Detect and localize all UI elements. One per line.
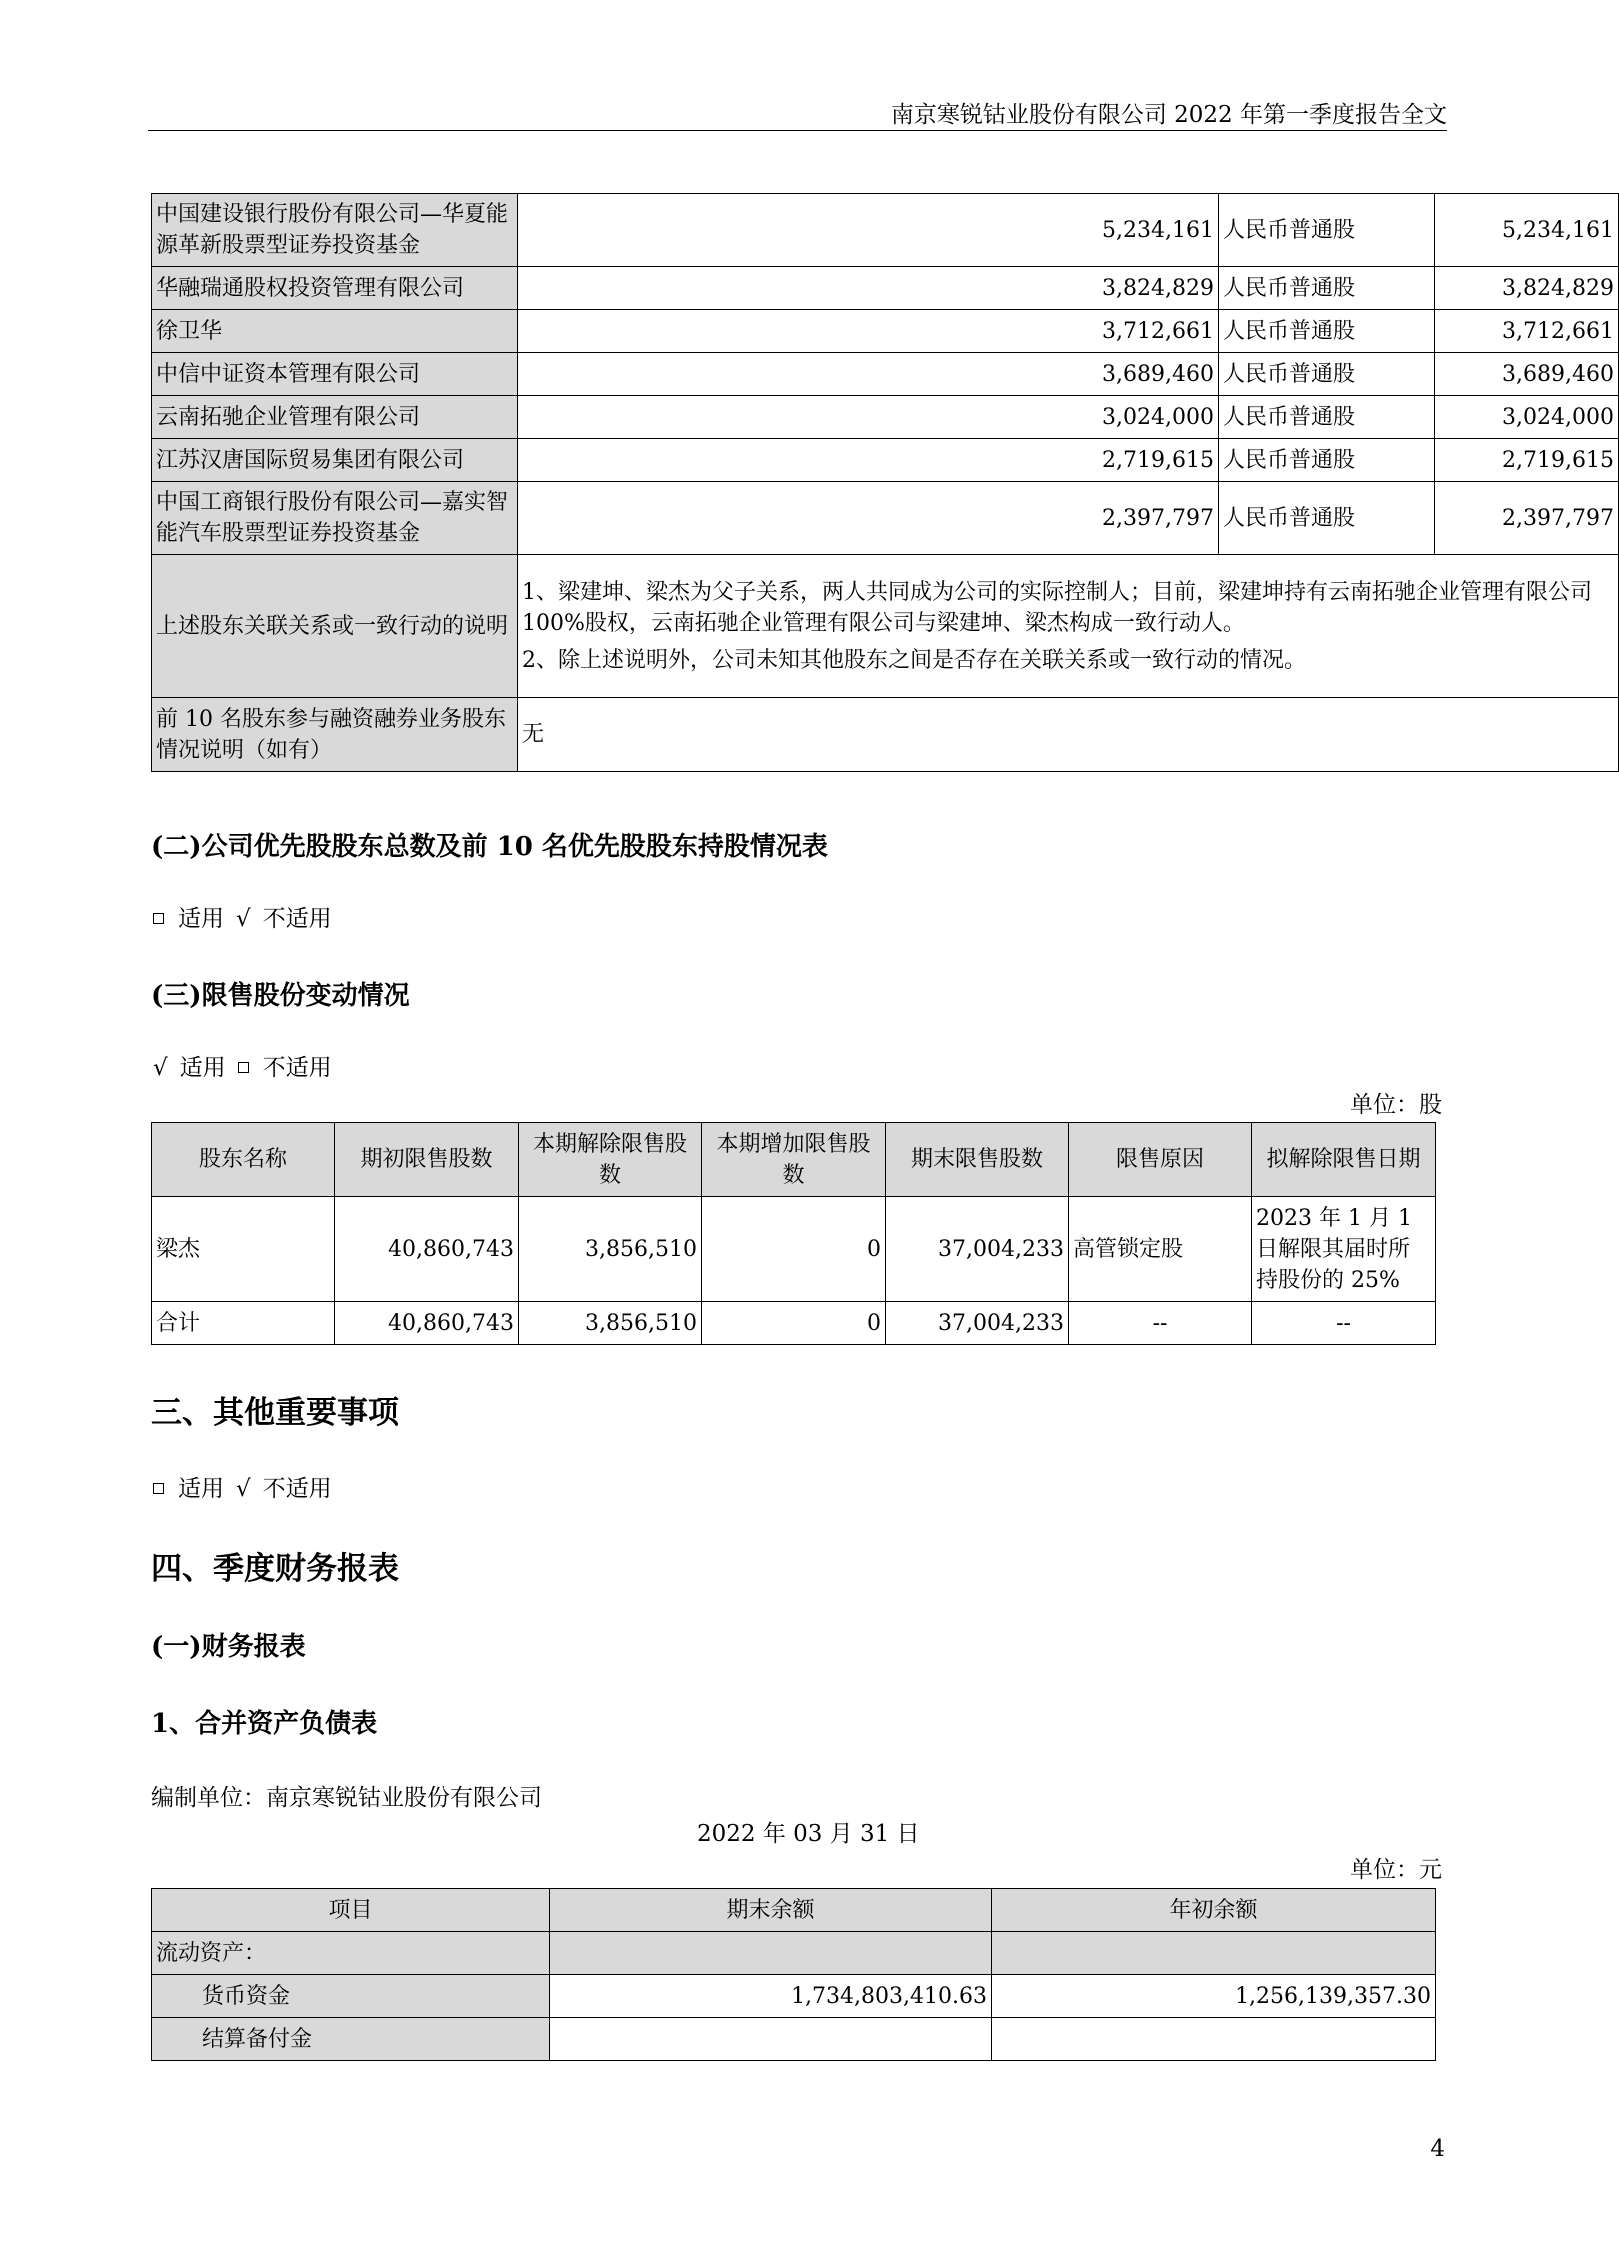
unit-label-yuan: 单位：元: [1350, 1857, 1442, 1883]
table-row: [152, 482, 1619, 555]
relation-text-1: 1、梁建坤、梁杰为父子关系，两人共同成为公司的实际控制人；目前，梁建坤持有云南拓驰企业管理有限公司 100%股权，云南拓驰企业管理有限公司与梁建坤、梁杰构成一致行动人。: [522, 579, 1593, 636]
share-count: 5,234,161: [1435, 194, 1619, 267]
table-row: [152, 555, 1619, 698]
shares-held: 3,024,000: [518, 396, 1219, 439]
line-item: 货币资金: [152, 1975, 550, 2018]
shares-held: 3,712,661: [518, 310, 1219, 353]
subsection-title-balance-sheet: 1、合并资产负债表: [151, 1709, 378, 1739]
statement-date: 2022 年 03 月 31 日: [697, 1821, 920, 1847]
table-row: [152, 396, 1619, 439]
shares-held: 2,397,797: [518, 482, 1219, 555]
share-count: 3,024,000: [1435, 396, 1619, 439]
line-item: 流动资产：: [152, 1932, 550, 1975]
release-date: 2023 年 1 月 1 日解限其届时所持股份的 25%: [1252, 1197, 1436, 1302]
balance-sheet-table: [151, 1888, 1436, 2061]
running-header: 南京寒锐钴业股份有限公司 2022 年第一季度报告全文: [890, 102, 1447, 128]
share-type: 人民币普通股: [1219, 267, 1435, 310]
table-row: [152, 1302, 1436, 1345]
page-number: 4: [1430, 2136, 1445, 2162]
check-icon: √: [153, 1055, 168, 1081]
table-row: [152, 267, 1619, 310]
table-header-row: [152, 1889, 1436, 1932]
margin-value: 无: [518, 698, 1619, 772]
section-title-financial: 四、季度财务报表: [151, 1551, 399, 1587]
applicability-restricted: [153, 1049, 332, 1082]
opening-balance: [992, 1932, 1436, 1975]
margin-label: 前 10 名股东参与融资融券业务股东情况说明（如有）: [152, 698, 518, 772]
check-icon: √: [236, 906, 251, 932]
top-shareholders-table: [151, 193, 1619, 772]
relation-label: 上述股东关联关系或一致行动的说明: [152, 555, 518, 698]
shareholder-name: 江苏汉唐国际贸易集团有限公司: [152, 439, 518, 482]
released-restricted: 3,856,510: [519, 1302, 702, 1345]
applicable-label: 适用: [178, 1476, 224, 1502]
initial-restricted: 40,860,743: [335, 1197, 519, 1302]
share-count: 3,824,829: [1435, 267, 1619, 310]
not-applicable-label: 不适用: [262, 1476, 332, 1502]
header-divider: [148, 130, 1447, 131]
table-row: [152, 698, 1619, 772]
share-count: 3,712,661: [1435, 310, 1619, 353]
added-restricted: 0: [702, 1302, 886, 1345]
column-header: 年初余额: [992, 1889, 1436, 1932]
table-row: [152, 1932, 1436, 1975]
shares-held: 3,689,460: [518, 353, 1219, 396]
checkbox-icon: [153, 913, 164, 924]
share-type: 人民币普通股: [1219, 482, 1435, 555]
section-title-restricted: (三)限售股份变动情况: [151, 981, 410, 1011]
shares-held: 3,824,829: [518, 267, 1219, 310]
applicability-other: [153, 1470, 332, 1503]
ending-restricted: 37,004,233: [886, 1302, 1069, 1345]
shareholder-name: 中信中证资本管理有限公司: [152, 353, 518, 396]
ending-balance: [550, 1932, 992, 1975]
table-row: [152, 1197, 1436, 1302]
shares-held: 5,234,161: [518, 194, 1219, 267]
release-date: --: [1252, 1302, 1436, 1345]
table-row: [152, 439, 1619, 482]
restriction-reason: --: [1069, 1302, 1252, 1345]
opening-balance: 1,256,139,357.30: [992, 1975, 1436, 2018]
restricted-shares-table: [151, 1122, 1436, 1345]
line-item: 结算备付金: [152, 2018, 550, 2061]
share-count: 3,689,460: [1435, 353, 1619, 396]
shares-held: 2,719,615: [518, 439, 1219, 482]
table-row: [152, 310, 1619, 353]
check-icon: √: [236, 1476, 251, 1502]
column-header: 股东名称: [152, 1123, 335, 1197]
applicability-preferred: [153, 900, 332, 933]
section-title-other: 三、其他重要事项: [151, 1395, 399, 1431]
share-type: 人民币普通股: [1219, 353, 1435, 396]
holder-name: 合计: [152, 1302, 335, 1345]
shareholder-name: 徐卫华: [152, 310, 518, 353]
relation-text-2: 2、除上述说明外，公司未知其他股东之间是否存在关联关系或一致行动的情况。: [522, 647, 1306, 673]
shareholder-name: 云南拓驰企业管理有限公司: [152, 396, 518, 439]
shareholder-name: 中国工商银行股份有限公司—嘉实智能汽车股票型证券投资基金: [152, 482, 518, 555]
not-applicable-label: 不适用: [262, 906, 332, 932]
column-header: 期末限售股数: [886, 1123, 1069, 1197]
applicable-label: 适用: [178, 906, 224, 932]
column-header: 限售原因: [1069, 1123, 1252, 1197]
column-header: 项目: [152, 1889, 550, 1932]
restriction-reason: 高管锁定股: [1069, 1197, 1252, 1302]
added-restricted: 0: [702, 1197, 886, 1302]
shareholder-name: 华融瑞通股权投资管理有限公司: [152, 267, 518, 310]
table-row: [152, 194, 1619, 267]
share-type: 人民币普通股: [1219, 310, 1435, 353]
initial-restricted: 40,860,743: [335, 1302, 519, 1345]
relation-description: [518, 555, 1619, 698]
section-title-preferred: (二)公司优先股股东总数及前 10 名优先股股东持股情况表: [151, 832, 828, 862]
unit-label-shares: 单位：股: [1350, 1092, 1442, 1118]
checkbox-icon: [238, 1062, 249, 1073]
checkbox-icon: [153, 1483, 164, 1494]
share-count: 2,397,797: [1435, 482, 1619, 555]
table-row: [152, 1975, 1436, 2018]
not-applicable-label: 不适用: [262, 1055, 332, 1081]
opening-balance: [992, 2018, 1436, 2061]
share-type: 人民币普通股: [1219, 396, 1435, 439]
subsection-title-statements: (一)财务报表: [151, 1632, 306, 1662]
share-count: 2,719,615: [1435, 439, 1619, 482]
ending-restricted: 37,004,233: [886, 1197, 1069, 1302]
column-header: 本期解除限售股数: [519, 1123, 702, 1197]
table-header-row: [152, 1123, 1436, 1197]
compiler-label: 编制单位：南京寒锐钴业股份有限公司: [151, 1785, 542, 1811]
released-restricted: 3,856,510: [519, 1197, 702, 1302]
share-type: 人民币普通股: [1219, 439, 1435, 482]
column-header: 拟解除限售日期: [1252, 1123, 1436, 1197]
applicable-label: 适用: [179, 1055, 226, 1081]
table-row: [152, 2018, 1436, 2061]
holder-name: 梁杰: [152, 1197, 335, 1302]
table-row: [152, 353, 1619, 396]
column-header: 期初限售股数: [335, 1123, 519, 1197]
ending-balance: 1,734,803,410.63: [550, 1975, 992, 2018]
share-type: 人民币普通股: [1219, 194, 1435, 267]
column-header: 本期增加限售股数: [702, 1123, 886, 1197]
column-header: 期末余额: [550, 1889, 992, 1932]
shareholder-name: 中国建设银行股份有限公司—华夏能源革新股票型证券投资基金: [152, 194, 518, 267]
ending-balance: [550, 2018, 992, 2061]
